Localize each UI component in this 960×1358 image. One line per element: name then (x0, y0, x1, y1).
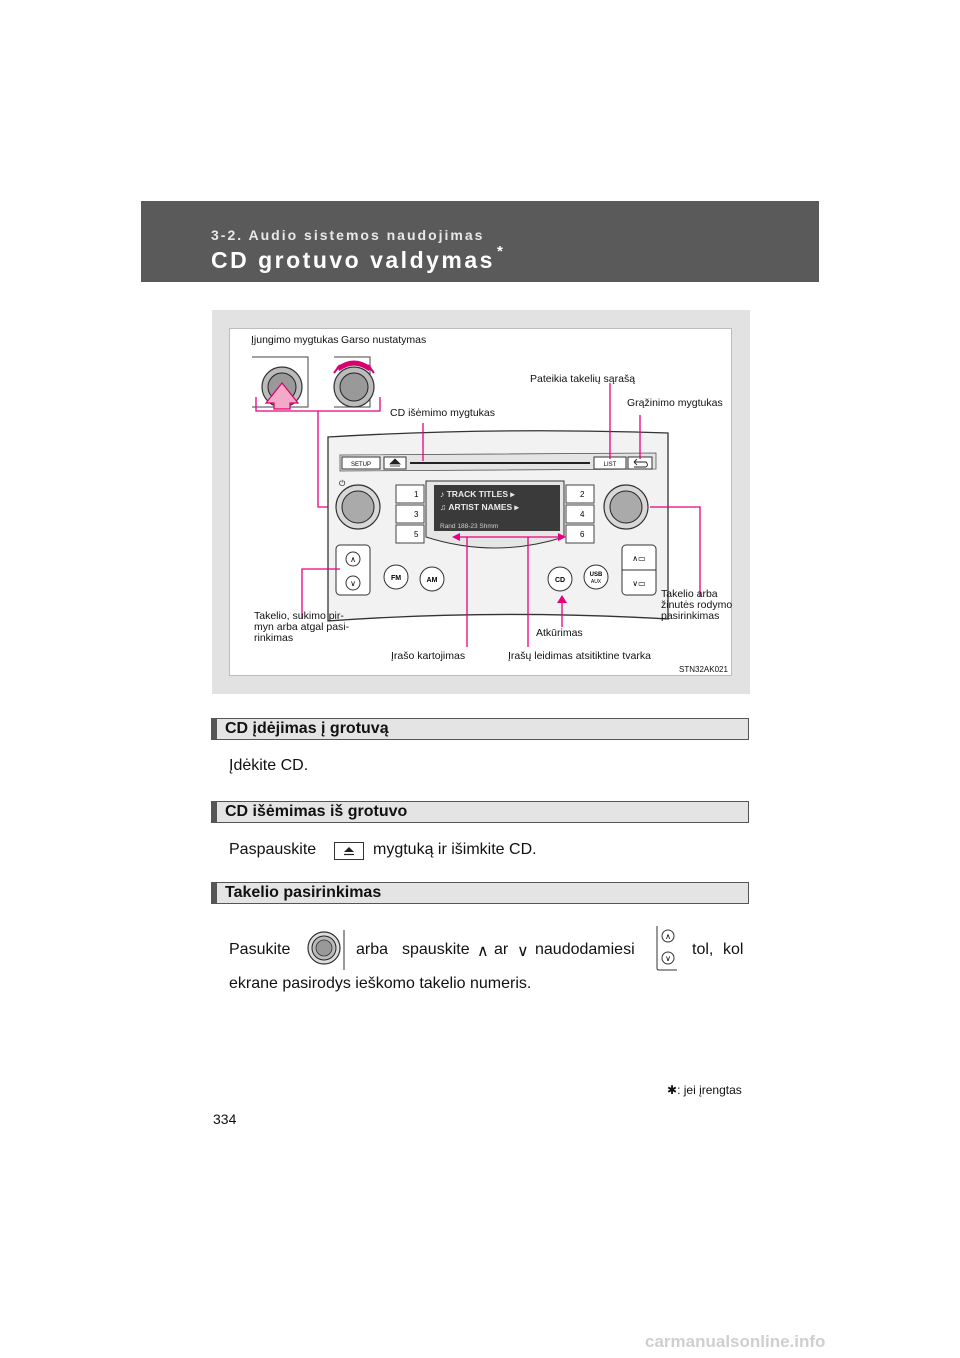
audio-unit-figure (212, 310, 750, 694)
insert-cd-text: Įdėkite CD. (229, 757, 309, 774)
footnote (667, 1083, 742, 1097)
eject-icon (334, 842, 364, 865)
display-line-1: ♪ TRACK TITLES ▸ (440, 489, 515, 499)
section-label: 3-2. Audio sistemos naudojimas (211, 227, 485, 243)
knob-inset-volume (334, 357, 374, 407)
seek-buttons-icon (653, 924, 683, 977)
footnote-mark: ✱ (667, 1083, 678, 1097)
callout-back: Grąžinimo mygtukas (627, 397, 723, 409)
fm-key-label: FM (390, 575, 402, 582)
usb-key-label: USB (589, 572, 603, 578)
callout-random: Įrašų leidimas atsitiktine tvarka (508, 650, 651, 662)
callout-repeat: Įrašo kartojimas (391, 650, 466, 662)
svg-text:⏻: ⏻ (339, 479, 346, 488)
preset-6: 6 (580, 530, 585, 539)
cd-key-label: CD (554, 577, 566, 584)
callout-track-display: Takelio arba žinutės rodymo pasirinkimas (661, 588, 733, 622)
callout-eject: CD išėmimo mygtukas (390, 407, 496, 419)
svg-text:∨▭: ∨▭ (632, 579, 646, 588)
track-text-ar: ar (494, 941, 509, 958)
page-title (211, 243, 506, 274)
eject-cd-text-before: Paspauskite (229, 841, 317, 858)
knob-inset-power (252, 357, 308, 409)
track-text-tol: tol, (692, 941, 714, 958)
subhead-track-select (211, 882, 749, 904)
callout-power: Įjungimo mygtukas (251, 334, 339, 346)
svg-text:∨: ∨ (665, 954, 671, 963)
display-line-3: Rand 188-23 Shmm (440, 523, 499, 530)
figure-code: STN32AK021 (679, 665, 728, 674)
svg-text:∧: ∧ (665, 932, 671, 941)
page-title-text: CD grotuvo valdymas (211, 247, 495, 273)
callout-track-select: Takelio, sukimo pir- myn arba atgal pasi- rinkimas (254, 610, 350, 644)
display-line-2: ♫ ARTIST NAMES ▸ (440, 502, 519, 512)
svg-text:∨: ∨ (350, 579, 356, 588)
tune-knob-icon (305, 926, 347, 977)
track-text-down-symbol: ∨ (517, 943, 529, 960)
footnote-text: : jei įrengtas (677, 1083, 742, 1097)
subhead-insert-cd-title: CD įdėjimas į grotuvą (225, 720, 389, 737)
aux-key-label: AUX (590, 579, 602, 585)
track-text-arba: arba (356, 941, 389, 958)
watermark: carmanualsonline.info (645, 1332, 826, 1351)
setup-key-label: SETUP (350, 462, 372, 468)
callout-volume: Garso nustatymas (341, 334, 427, 346)
subhead-track-select-title: Takelio pasirinkimas (225, 884, 382, 901)
optional-equipment-mark: * (496, 243, 506, 260)
preset-5: 5 (414, 530, 419, 539)
head-unit (328, 431, 668, 621)
track-text-naudodamiesi: naudodamiesi (535, 941, 635, 958)
subhead-eject-cd (211, 801, 749, 823)
track-text-kol: kol (723, 941, 744, 958)
subhead-eject-cd-title: CD išėmimas iš grotuvo (225, 803, 408, 820)
am-key-label: AM (426, 577, 438, 584)
page-number: 334 (213, 1111, 237, 1127)
subhead-insert-cd (211, 718, 749, 740)
preset-2: 2 (580, 490, 585, 499)
track-text-pasukite: Pasukite (229, 941, 291, 958)
figure-frame (229, 328, 732, 676)
chapter-header (141, 201, 819, 282)
track-text-spauskite: spauskite (402, 941, 470, 958)
callout-play: Atkūrimas (536, 627, 583, 639)
callout-list: Pateikia takelių sąrašą (530, 373, 636, 385)
svg-text:∧: ∧ (350, 555, 356, 564)
preset-1: 1 (414, 490, 419, 499)
preset-3: 3 (414, 510, 419, 519)
eject-cd-text-after: mygtuką ir išimkite CD. (373, 841, 537, 858)
preset-4: 4 (580, 510, 585, 519)
track-text-line-2: ekrane pasirodys ieškomo takelio numeris. (229, 975, 532, 992)
track-text-up-symbol: ∧ (477, 943, 489, 960)
list-key-label: LIST (603, 462, 617, 468)
svg-text:∧▭: ∧▭ (632, 554, 646, 563)
